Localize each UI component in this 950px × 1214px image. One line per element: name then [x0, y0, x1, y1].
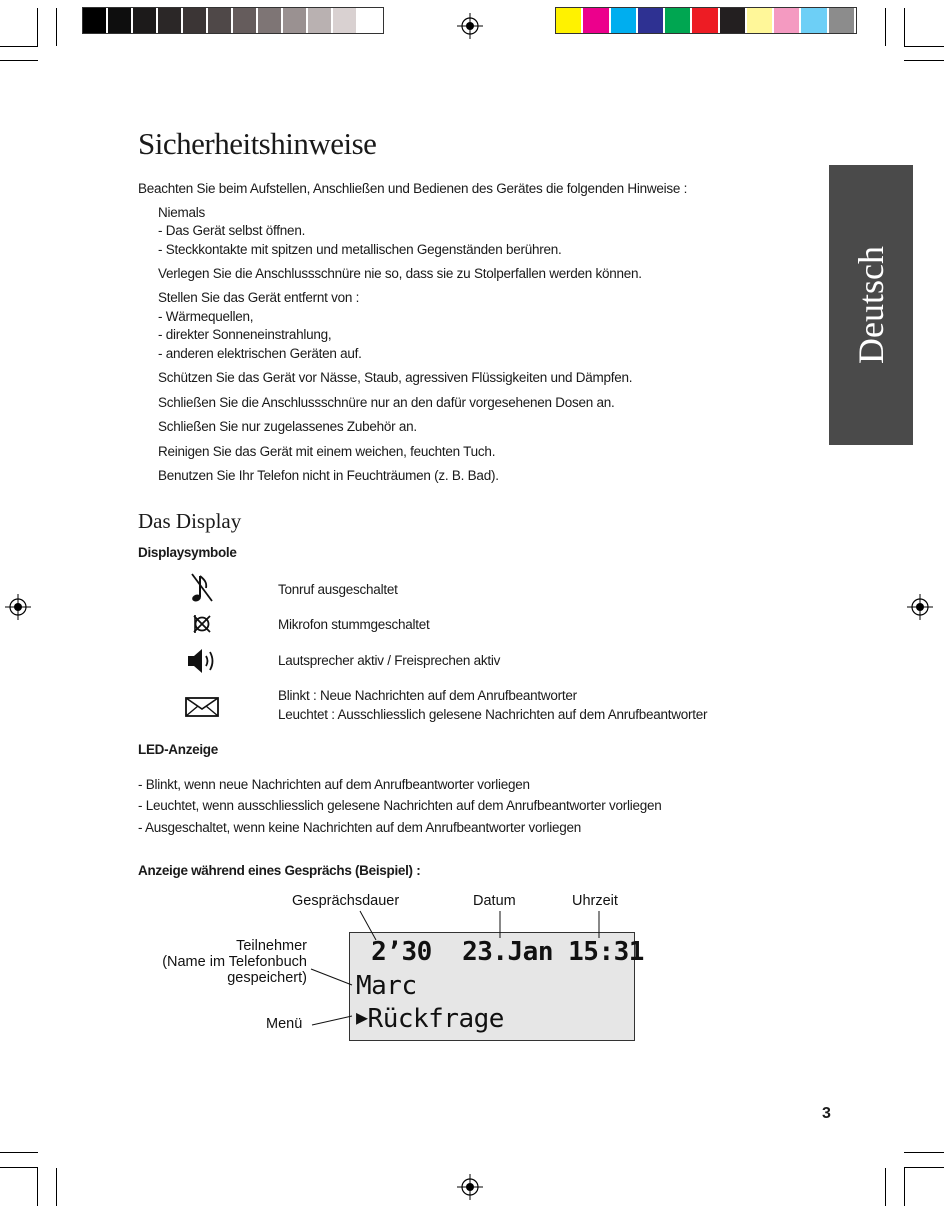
safety-line: - direkter Sonneneinstrahlung, — [158, 327, 332, 342]
safety-line: Schützen Sie das Gerät vor Nässe, Staub, agressiven Flüssigkeiten und Dämpfen. — [158, 370, 633, 385]
safety-line: Schließen Sie nur zugelassenes Zubehör an. — [158, 419, 417, 434]
leader-line — [360, 911, 376, 940]
safety-line: Verlegen Sie die Anschlussschnüre nie so, dass sie zu Stolperfallen werden können. — [158, 266, 642, 281]
led-line: - Leuchtet, wenn ausschliesslich gelesene Nachrichten auf dem Anrufbeantworter vorliegen — [138, 798, 662, 813]
leader-line — [312, 1016, 352, 1025]
page-title: Sicherheitshinweise — [138, 126, 377, 161]
symbol-label: Tonruf ausgeschaltet — [278, 582, 398, 597]
callout-menu: Menü — [266, 1016, 303, 1032]
page-number: 3 — [822, 1105, 831, 1122]
symbol-label: Lautsprecher aktiv / Freisprechen aktiv — [278, 653, 501, 668]
callout-participant-line: (Name im Telefonbuch — [162, 954, 307, 970]
language-tab-label: Deutsch — [851, 246, 891, 364]
safety-line: Niemals — [158, 205, 206, 220]
callout-time: Uhrzeit — [572, 893, 618, 909]
lcd-row-name: Marc — [356, 971, 417, 1001]
led-line: - Blinkt, wenn neue Nachrichten auf dem Anrufbeantworter vorliegen — [138, 777, 530, 792]
safety-line: - Steckkontakte mit spitzen und metallischen Gegenständen berühren. — [158, 242, 562, 257]
safety-line: Reinigen Sie das Gerät mit einem weichen, feuchten Tuch. — [158, 444, 496, 459]
safety-line: - Das Gerät selbst öffnen. — [158, 223, 306, 238]
safety-line: Schließen Sie die Anschlussschnüre nur an den dafür vorgesehenen Dosen an. — [158, 395, 615, 410]
safety-intro: Beachten Sie beim Aufstellen, Anschließen und Bedienen des Gerätes die folgenden Hinweise : — [138, 181, 688, 196]
callout-participant-line: gespeichert) — [227, 970, 307, 986]
safety-line: - Wärmequellen, — [158, 309, 254, 324]
safety-line: Benutzen Sie Ihr Telefon nicht in Feuchträumen (z. B. Bad). — [158, 468, 499, 483]
callout-participant-line: Teilnehmer — [236, 938, 307, 954]
led-line: - Ausgeschaltet, wenn keine Nachrichten auf dem Anrufbeantworter vorliegen — [138, 820, 582, 835]
lcd-row-status: 2’30 23.Jan 15:31 — [356, 937, 644, 967]
example-heading: Anzeige während eines Gesprächs (Beispiel) : — [138, 863, 421, 878]
safety-line: - anderen elektrischen Geräten auf. — [158, 346, 362, 361]
lcd-menu-cursor-icon: ▶ — [356, 1005, 368, 1029]
safety-line: Stellen Sie das Gerät entfernt von : — [158, 290, 360, 305]
lcd-menu-item: Rückfrage — [367, 1004, 504, 1034]
led-heading: LED-Anzeige — [138, 742, 218, 757]
display-heading: Das Display — [138, 509, 242, 533]
leader-line — [311, 969, 352, 985]
symbol-label: Mikrofon stummgeschaltet — [278, 617, 430, 632]
symbol-label: Blinkt : Neue Nachrichten auf dem Anrufbeantworter — [278, 688, 577, 703]
callout-date: Datum — [473, 893, 516, 909]
symbol-label-2: Leuchtet : Ausschliesslich gelesene Nachrichten auf dem Anrufbeantworter — [278, 707, 708, 722]
callout-duration: Gesprächsdauer — [292, 893, 400, 909]
display-symbols-heading: Displaysymbole — [138, 545, 237, 560]
